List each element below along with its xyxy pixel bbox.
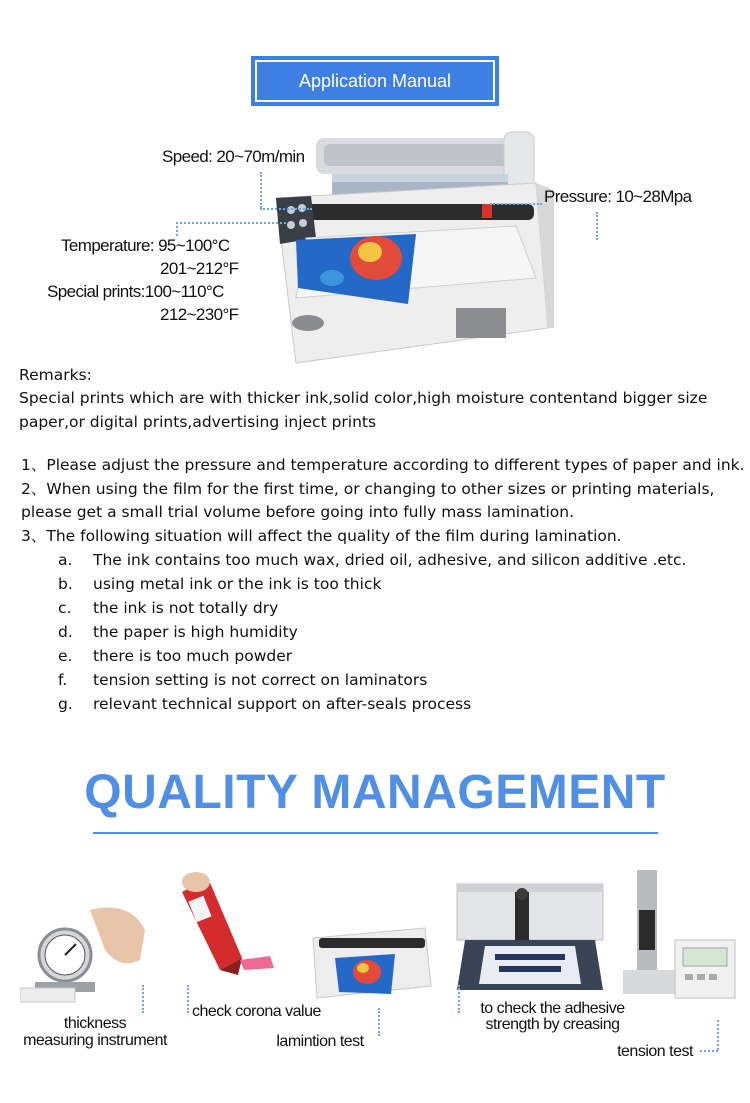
condition-text: there is too much powder <box>93 647 293 665</box>
condition-text: relevant technical support on after-seals process <box>93 695 472 713</box>
tension-tester-image <box>615 870 740 1010</box>
application-manual-badge <box>251 56 499 106</box>
lamination-leader <box>378 1008 380 1036</box>
step-1: 1、Please adjust the pressure and temperature according to different types of paper and ink. <box>21 456 745 474</box>
remarks-line-2: paper,or digital prints,advertising inject prints <box>19 413 377 431</box>
step-2: 2、When using the film for the first time, or changing to other sizes or printing materials, <box>21 480 715 498</box>
pressure-leader-line-v <box>596 212 598 240</box>
condition-marker: e. <box>58 647 73 665</box>
tension-leader <box>717 1020 719 1050</box>
condition-text: tension setting is not correct on laminators <box>93 671 428 689</box>
remarks-heading: Remarks: <box>19 366 92 384</box>
thickness-caption-1: thickness <box>63 1015 127 1032</box>
condition-marker: a. <box>58 551 73 569</box>
condition-text: using metal ink or the ink is too thick <box>93 575 382 593</box>
title-underline <box>93 832 658 834</box>
special-prints-f-spec: 212~230°F <box>160 305 239 324</box>
adhesive-caption-2: strength by creasing <box>485 1016 620 1033</box>
lamination-caption: lamintion test <box>276 1033 364 1050</box>
speed-spec: Speed: 20~70m/min <box>162 147 305 166</box>
adhesive-caption-1: to check the adhesive <box>480 1000 625 1017</box>
adhesive-leader <box>458 985 460 1013</box>
condition-marker: d. <box>58 623 73 641</box>
speed-leader-line-h <box>260 208 312 210</box>
condition-text: The ink contains too much wax, dried oil, adhesive, and silicon additive .etc. <box>93 551 687 569</box>
corona-caption: check corona value <box>192 1003 321 1020</box>
step-3: 3、The following situation will affect the quality of the film during lamination. <box>21 527 622 545</box>
quality-management-title: QUALITY MANAGEMENT <box>84 766 666 819</box>
condition-text: the paper is high humidity <box>93 623 298 641</box>
condition-marker: c. <box>58 599 72 617</box>
badge-label: Application Manual <box>255 60 495 102</box>
pressure-spec: Pressure: 10~28Mpa <box>544 187 692 206</box>
tension-leader-h <box>700 1050 718 1052</box>
speed-leader-line <box>260 172 262 208</box>
corona-pen-image <box>170 870 280 985</box>
thickness-caption-2: measuring instrument <box>23 1032 167 1049</box>
step-2-continued: please get a small trial volume before going into fully mass lamination. <box>21 503 575 521</box>
condition-marker: g. <box>58 695 73 713</box>
temperature-leader-line-v <box>176 222 178 236</box>
temperature-leader-line <box>176 222 286 224</box>
pressure-leader-line <box>490 203 542 205</box>
creasing-machine-image <box>455 880 605 1000</box>
condition-marker: b. <box>58 575 73 593</box>
special-prints-spec: Special prints:100~110°C <box>47 282 224 301</box>
thickness-gauge-image <box>20 900 150 1005</box>
condition-text: the ink is not totally dry <box>93 599 279 617</box>
lamination-test-image <box>305 920 435 1005</box>
tension-caption: tension test <box>617 1043 693 1060</box>
thickness-leader <box>142 985 144 1013</box>
remarks-line-1: Special prints which are with thicker ink,solid color,high moisture contentand bigger size <box>19 389 708 407</box>
corona-leader <box>187 985 189 1013</box>
temperature-f-spec: 201~212°F <box>160 259 239 278</box>
condition-marker: f. <box>58 671 68 689</box>
temperature-spec: Temperature: 95~100°C <box>61 236 230 255</box>
conditions-list <box>0 548 750 718</box>
